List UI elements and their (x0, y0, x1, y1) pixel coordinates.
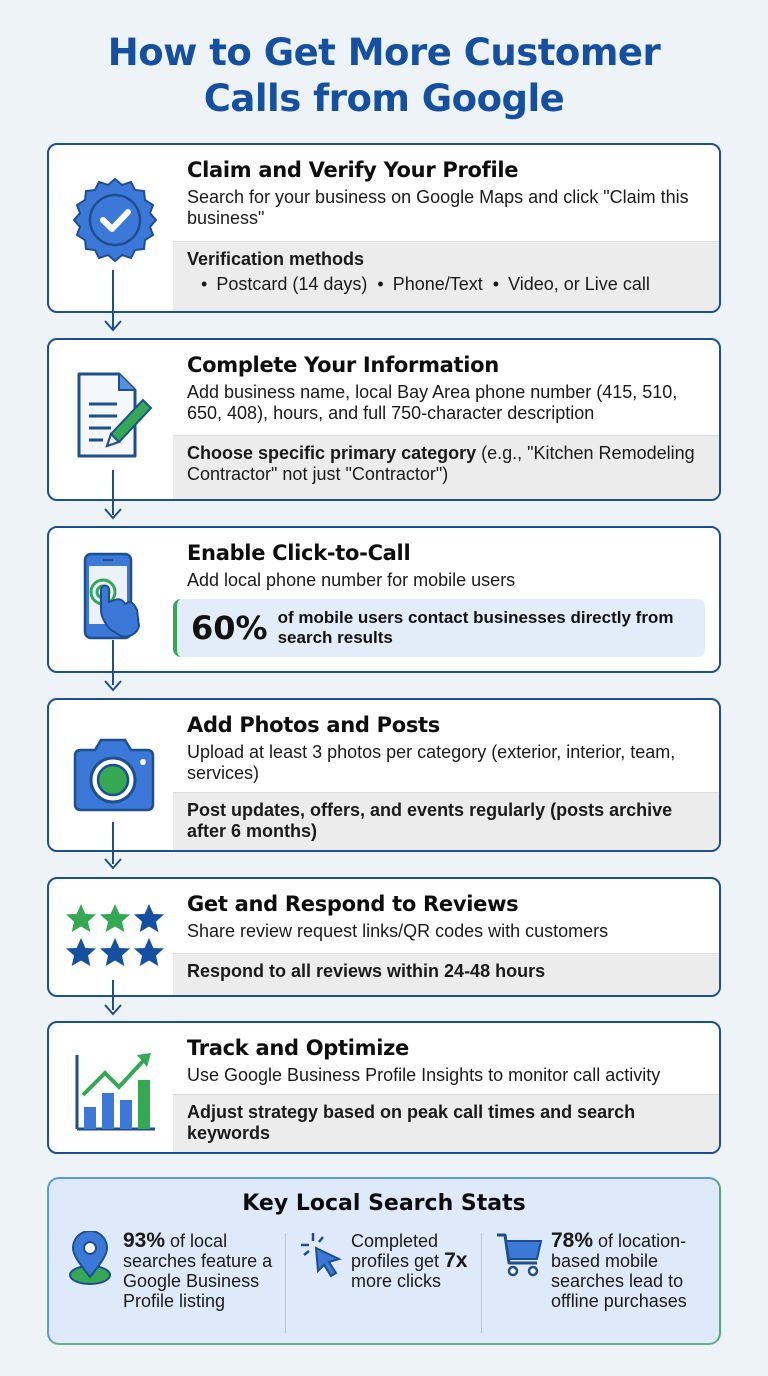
step-description: Add local phone number for mobile users (187, 570, 516, 590)
stat-local-searches (67, 1231, 287, 1341)
mobile-stat-callout (173, 599, 705, 657)
location-pin-icon (67, 1231, 113, 1287)
reviews-tip-box (173, 953, 719, 995)
step-title: Get and Respond to Reviews (187, 892, 519, 916)
step-description: Share review request links/QR codes with customers (187, 921, 609, 941)
step-title: Claim and Verify Your Profile (187, 158, 519, 182)
page-title (0, 30, 768, 122)
step-description: Use Google Business Profile Insights to monitor call activity (187, 1065, 661, 1085)
step-title: Complete Your Information (187, 353, 499, 377)
box-bold-text: Respond to all reviews within 24-48 hours (187, 961, 546, 981)
posts-tip-box (173, 792, 719, 850)
optimize-tip-box (173, 1094, 719, 1152)
arrow-down-icon (104, 858, 122, 870)
stat-value: 7x (444, 1249, 468, 1272)
step-card-claim (47, 143, 721, 313)
stats-heading: Key Local Search Stats (242, 1191, 526, 1216)
stat-text: of local searches feature a Google Business Profile listing (123, 1231, 273, 1311)
key-stats-panel (47, 1177, 721, 1345)
title-line-1: How to Get More Customer (107, 31, 661, 74)
arrow-down-icon (104, 1004, 122, 1016)
method-phone-text: • Phone/Text (377, 274, 482, 295)
stat-value: 60% (191, 609, 268, 647)
stat-text: more clicks (351, 1271, 442, 1291)
box-bold-text: Choose specific primary category (187, 443, 477, 463)
stat-offline-purchases (495, 1231, 715, 1341)
step-description: Search for your business on Google Maps and click "Claim this business" (187, 187, 689, 228)
stat-completed-profiles (299, 1231, 489, 1341)
step-description: Add business name, local Bay Area phone number (415, 510, 650, 408), hours, and full 750-character description (187, 382, 678, 423)
box-bold-text: Adjust strategy based on peak call times and search keywords (187, 1102, 636, 1143)
document-pencil-icon (67, 368, 163, 464)
title-line-2: Calls from Google (203, 77, 565, 120)
cursor-click-icon (299, 1231, 345, 1281)
step-card-click-to-call (47, 526, 721, 673)
stat-value: 78% (551, 1229, 594, 1252)
verification-methods-box (173, 241, 719, 311)
method-postcard: • Postcard (14 days) (201, 274, 367, 295)
stat-value: 93% (123, 1229, 166, 1252)
box-text: (e.g., "Kitchen Remodeling Contractor" not just "Contractor") (187, 443, 695, 484)
method-video-live: • Video, or Live call (493, 274, 650, 295)
verified-badge-icon (67, 175, 163, 271)
stats-divider (285, 1233, 286, 1333)
stats-divider (481, 1233, 482, 1333)
box-bold-text: Post updates, offers, and events regularly (posts archive after 6 months) (187, 800, 673, 841)
category-tip-box (173, 435, 719, 499)
step-card-track-optimize (47, 1021, 721, 1154)
star-rating-icon (63, 901, 167, 973)
step-card-photos-posts (47, 698, 721, 852)
step-description: Upload at least 3 photos per category (exterior, interior, team, services) (187, 742, 676, 783)
arrow-down-icon (104, 680, 122, 692)
step-card-reviews (47, 877, 721, 997)
step-card-complete-info (47, 338, 721, 501)
arrow-down-icon (104, 320, 122, 332)
stat-text: of location-based mobile searches lead to offline purchases (551, 1231, 687, 1311)
arrow-down-icon (104, 508, 122, 520)
shopping-cart-icon (495, 1231, 545, 1281)
stat-text: of mobile users contact businesses directly from search results (277, 608, 674, 647)
step-title: Enable Click-to-Call (187, 541, 411, 565)
stat-prefix: Completed profiles get (351, 1231, 445, 1271)
camera-icon (67, 728, 163, 824)
growth-chart-icon (67, 1045, 163, 1141)
step-title: Add Photos and Posts (187, 713, 440, 737)
phone-tap-icon (67, 550, 163, 646)
box-heading: Verification methods (187, 249, 365, 269)
step-title: Track and Optimize (187, 1036, 410, 1060)
flow-connector (112, 640, 114, 685)
